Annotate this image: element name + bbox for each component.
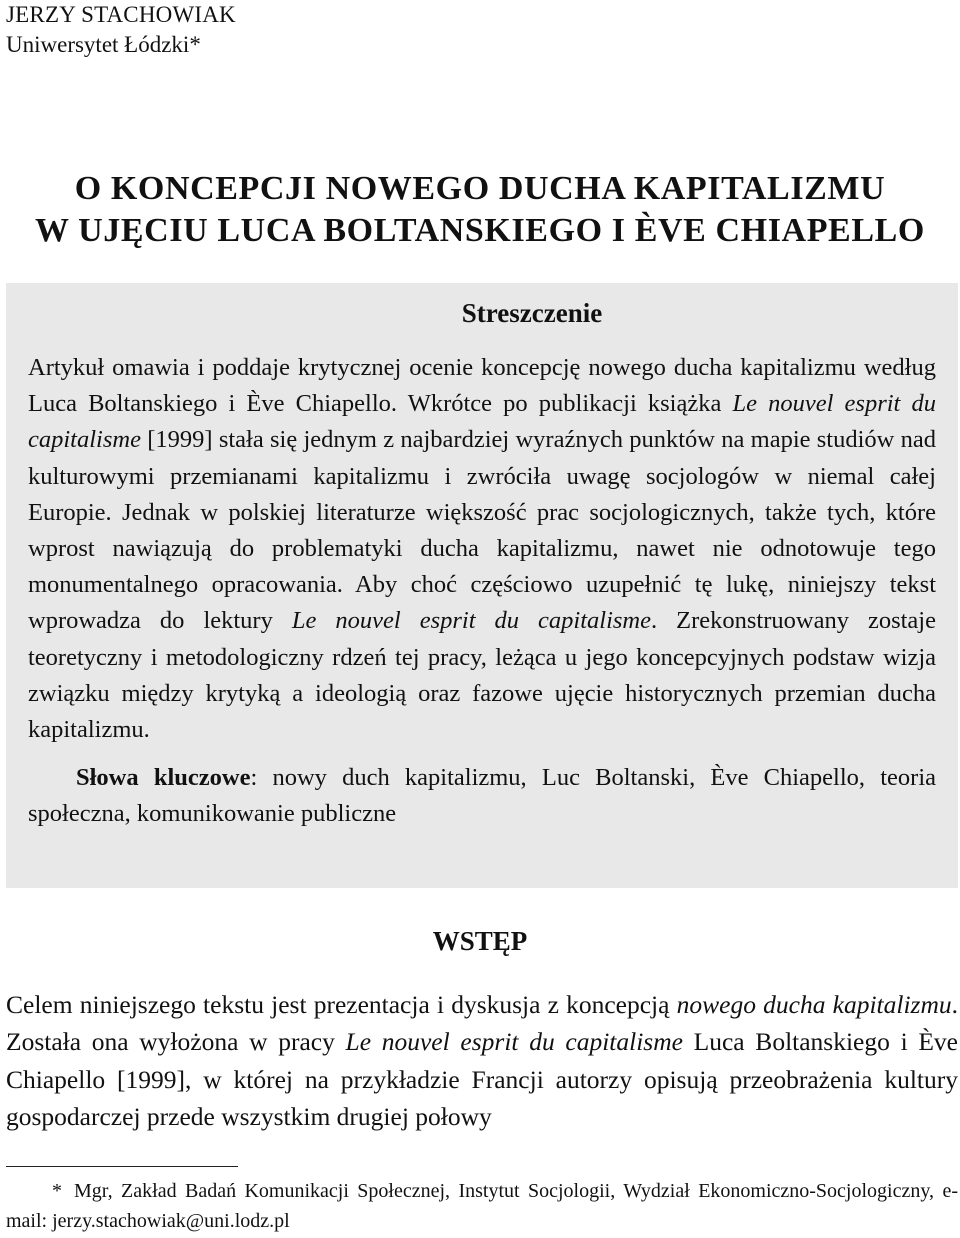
abstract-text-part-2: [1999] stała się jednym z najbardziej wyraźnych punktów na mapie studiów nad kulturowymi przemianami kapitalizmu i zwróciła uwagę socjologów w niemal całej Europie. Jednak w polskiej literaturze większość prac socjologicznych, także tych, które wprost nawiązują do problematyki ducha kapitalizmu, nawet nie odnotowuje tego monumentalnego opracowania. Aby choć częściowo uzupełnić tę lukę, niniejszy tekst wprowadza do lektury bbox=[28, 426, 936, 635]
intro-italic-2: Le nouvel esprit du capitalisme bbox=[345, 1027, 683, 1057]
intro-paragraph bbox=[6, 986, 958, 1135]
abstract-book-title-1: Le nouvel esprit du capitalisme bbox=[28, 390, 936, 454]
title-line-1: O KONCEPCJI NOWEGO DUCHA KAPITALIZMU bbox=[74, 170, 886, 207]
intro-part-2: . Została ona wyłożona w pracy bbox=[6, 990, 958, 1057]
abstract-text bbox=[28, 350, 936, 748]
footnote-text: Mgr, Zakład Badań Komunikacji Społecznej, Instytut Socjologii, Wydział Ekonomiczno-Socjologiczny, e-mail: jerzy.stachowiak@uni.lodz.pl bbox=[6, 1180, 958, 1232]
article-title bbox=[0, 168, 960, 252]
author-affiliation: Uniwersytet Łódzki* bbox=[6, 32, 201, 57]
footnote bbox=[6, 1176, 958, 1236]
abstract-book-title-2: Le nouvel esprit du capitalisme bbox=[291, 607, 651, 635]
author-block bbox=[6, 0, 236, 60]
abstract-box bbox=[6, 283, 958, 888]
abstract-text-part-1: Artykuł omawia i poddaje krytycznej ocenie koncepcję nowego ducha kapitalizmu według Luca Boltanskiego i Ève Chiapello. Wkrótce po publikacji książka bbox=[28, 354, 936, 418]
title-line-2: W UJĘCIU LUCA BOLTANSKIEGO I ÈVE CHIAPELLO bbox=[35, 212, 925, 249]
keywords bbox=[28, 760, 936, 832]
author-name: JERZY STACHOWIAK bbox=[6, 2, 236, 27]
intro-part-1: Celem niniejszego tekstu jest prezentacja i dyskusja z koncepcją bbox=[6, 990, 677, 1019]
keywords-text: : nowy duch kapitalizmu, Luc Boltanski, Ève Chiapello, teoria społeczna, komunikowanie publiczne bbox=[28, 764, 937, 828]
abstract-heading: Streszczenie bbox=[461, 298, 603, 328]
keywords-label: Słowa kluczowe bbox=[76, 764, 251, 792]
footnote-rule bbox=[6, 1166, 238, 1167]
intro-italic-1: nowego ducha kapitalizmu bbox=[676, 990, 952, 1019]
abstract-text-part-3: . Zrekonstruowany zostaje teoretyczny i metodologiczny rdzeń tej pracy, leżąca u jego koncepcyjnych podstaw wizja związku między krytyką a ideologią oraz fazowe ujęcie historycznych przemian ducha kapitalizmu. bbox=[28, 607, 936, 744]
section-heading: WSTĘP bbox=[432, 926, 528, 956]
footnote-mark: * bbox=[52, 1180, 62, 1202]
intro-part-3: Luca Boltanskiego i Ève Chiapello [1999], w której na przykładzie Francji autorzy opisują przeobrażenia kultury gospodarczej przede wszystkim drugiej połowy bbox=[6, 1027, 959, 1131]
